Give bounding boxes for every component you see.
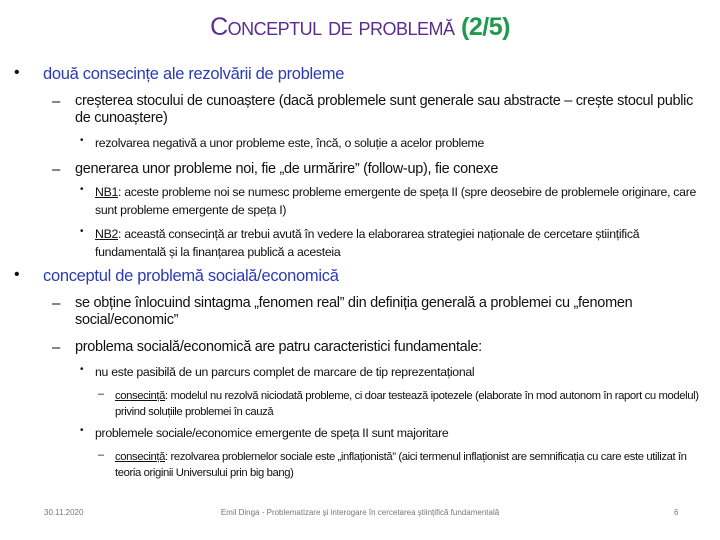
dash-icon: – xyxy=(52,339,61,356)
bullet-icon: • xyxy=(80,425,84,436)
bullet-icon: • xyxy=(80,184,84,195)
nb-text: : aceste probleme noi se numesc probleme emergente de spețа II (spre deosebire de problemele originare, care sunt probleme emergente de spețа I) xyxy=(95,185,697,217)
dash-icon: – xyxy=(98,449,105,461)
bullet-level3: nu este pasibilă de un parcurs complet de marcare de tip reprezentațional xyxy=(95,365,475,379)
nb-text: : această consecință ar trebui avută în vedere la elaborarea strategiei naționale de cercetare științifică fundamentală și la finanțarea publică a acesteia xyxy=(95,227,640,259)
consequence-label: consecință xyxy=(115,451,166,463)
slide-title xyxy=(0,10,720,44)
bullet-level2: problema socială/economică are patru caracteristici fundamentale: xyxy=(75,339,482,355)
bullet-icon: • xyxy=(80,135,84,146)
bullet-level4 xyxy=(115,449,715,481)
title-text: Conceptul de problemă xyxy=(210,13,455,41)
bullet-level3: rezolvarea negativă a unor probleme este, încă, o soluție a acelor probleme xyxy=(95,136,485,150)
bullet-icon: • xyxy=(80,226,84,237)
bullet-nb1 xyxy=(95,184,713,219)
consequence-label: consecință xyxy=(115,390,166,402)
dash-icon: – xyxy=(52,161,61,178)
title-part: (2/5) xyxy=(461,13,510,41)
bullet-icon: • xyxy=(14,64,20,81)
page-number: 6 xyxy=(674,508,679,517)
dash-icon: – xyxy=(98,388,105,400)
consequence-text: : rezolvarea problemelor sociale este „inflaționistă” (aici termenul inflaționist are semnificația cu care este utilizat în teoria originii Universului prin big bang) xyxy=(115,451,687,479)
consequence-text: : modelul nu rezolvă niciodată probleme, ci doar testează ipotezele (elaborate în mod autonom în raport cu modelul) privind soluțiile problemei în cauză xyxy=(115,390,699,418)
bullet-nb2 xyxy=(95,226,713,261)
bullet-level2: se obține înlocuind sintagma „fenomen real” din definiția generală a problemei cu „fenomen social/economic” xyxy=(75,295,633,328)
bullet-icon: • xyxy=(80,364,84,375)
bullet-icon: • xyxy=(14,266,20,283)
bullet-level1: conceptul de problemă socială/economică xyxy=(43,267,339,285)
footer-date: 30.11.2020 xyxy=(44,508,84,517)
dash-icon: – xyxy=(52,295,61,312)
bullet-level4 xyxy=(115,388,715,420)
dash-icon: – xyxy=(52,93,61,110)
nb-label: NB2 xyxy=(95,227,119,241)
footer-text: Emil Dinga - Problematizare și interogare în cercetarea științifică fundamentală xyxy=(220,508,500,517)
bullet-level3: problemele sociale/economice emergente de spețа II sunt majoritare xyxy=(95,426,449,440)
nb-label: NB1 xyxy=(95,185,119,199)
bullet-level2: generarea unor probleme noi, fie „de urmărire” (follow-up), fie conexe xyxy=(75,161,499,177)
bullet-level2: creșterea stocului de cunoaștere (dacă problemele sunt generale sau abstracte – crește stocul public de cunoaștere) xyxy=(75,93,694,126)
bullet-level1: două consecințe ale rezolvării de probleme xyxy=(43,65,345,83)
